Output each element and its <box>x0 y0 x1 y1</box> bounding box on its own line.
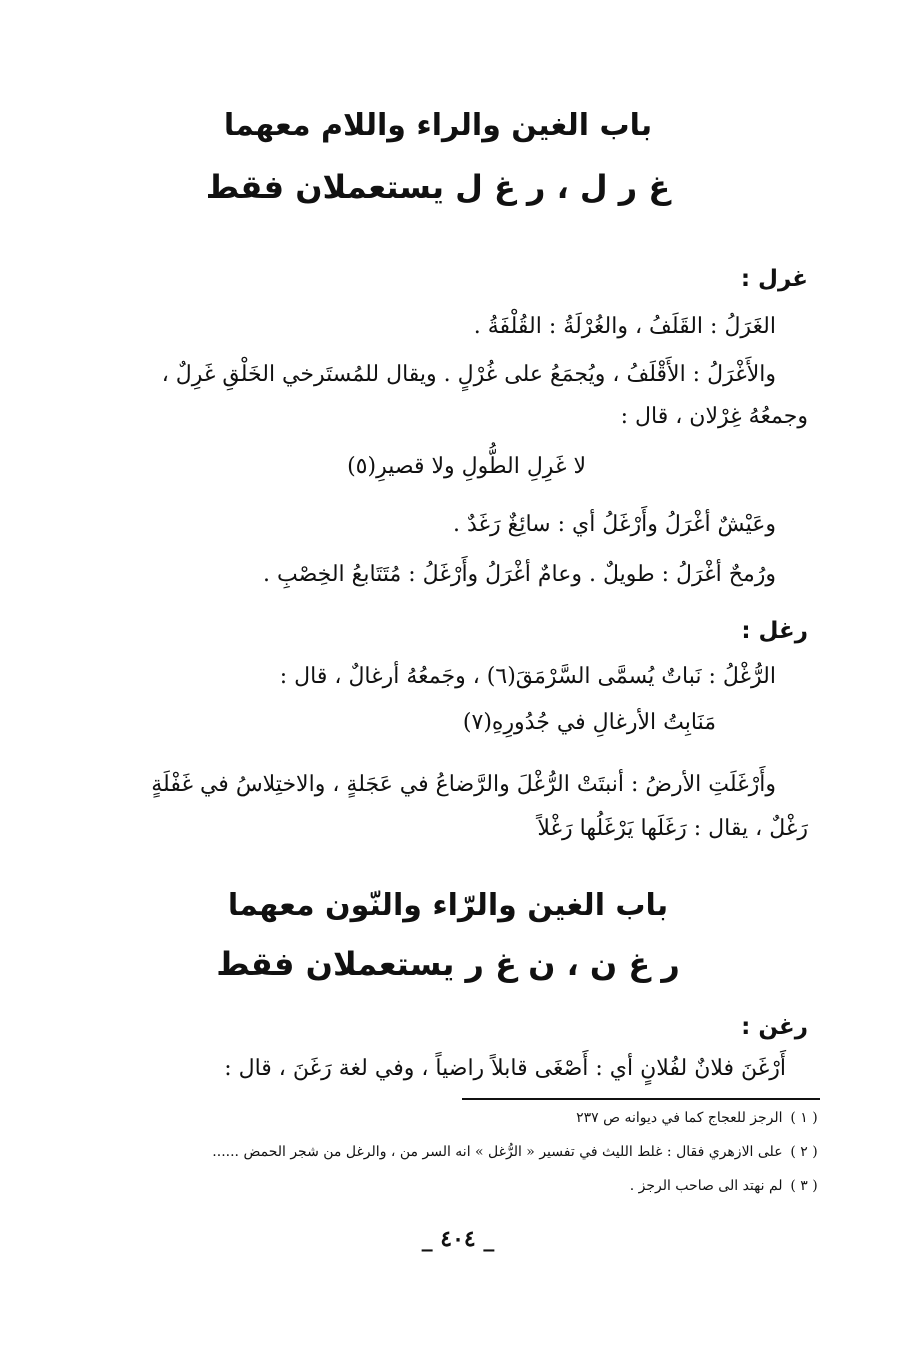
verse-line: مَنَابِتُ الأرغالِ في جُدُورِهِ(٧) <box>462 710 716 735</box>
entry-heading-rghl: رغل : <box>741 618 808 644</box>
footnote-text: على الازهري فقال : غلط الليث في تفسير « الرُّغل » انه السر من ، والرغل من شجر الحمض ...... <box>212 1144 783 1160</box>
entry-line: ورُمحٌ أغْرَلُ : طويلٌ . وعامٌ أغْرَلُ وأَرْغَلُ : مُتَتَابعُ الخِصْبِ . <box>262 562 776 587</box>
entry-heading-ghrl: غرل : <box>740 266 808 292</box>
entry-heading-rghn: رغن : <box>741 1014 808 1040</box>
section-subtitle: ر غ ن ، ن غ ر يستعملان فقط <box>216 945 680 983</box>
section-title: باب الغين والراء واللام معهما <box>223 108 653 143</box>
entry-line: الغَرَلُ : القَلَفُ ، والغُرْلَةُ : القُلْفَةُ . <box>473 314 776 339</box>
verse-line: لا غَرِلِ الطُّولِ ولا قصيرِ(٥) <box>347 454 586 479</box>
page-number: _ ٤٠٤ _ <box>421 1226 495 1252</box>
footnote-number: ( ٣ ) <box>790 1178 818 1194</box>
footnote <box>576 1108 821 1128</box>
footnote <box>630 1176 821 1196</box>
footnote <box>212 1142 821 1162</box>
footnote-number: ( ٢ ) <box>790 1144 818 1160</box>
section-title: باب الغين والرّاء والنّون معهما <box>227 888 669 923</box>
footnote-text: الرجز للعجاج كما في ديوانه ص ٢٣٧ <box>576 1110 783 1126</box>
section-subtitle: غ ر ل ، ر غ ل يستعملان فقط <box>205 168 671 206</box>
entry-line: رَغْلٌ ، يقال : رَغَلَها يَرْغَلُها رَغْلاً <box>537 816 808 841</box>
footnote-number: ( ١ ) <box>790 1110 818 1126</box>
entry-line: أَرْغَنَ فلانٌ لفُلانٍ أي : أَصْغَى قابلاً راضياً ، وفي لغة رَغَنَ ، قال : <box>224 1056 786 1081</box>
entry-line: الرُّغْلُ : نَباتٌ يُسمَّى السَّرْمَقَ(٦) ، وجَمعُهُ أرغالٌ ، قال : <box>279 664 776 689</box>
footnote-divider <box>462 1098 820 1100</box>
entry-line: وأَرْغَلَتِ الأرضُ : أنبتَتْ الرُّغْلَ والرَّضاعُ في عَجَلةٍ ، والاختِلاسُ في غَفْلَةٍ <box>151 772 776 797</box>
entry-line: وعَيْشٌ أغْرَلُ وأَرْغَلُ أي : سائِغٌ رَغَدٌ . <box>452 512 776 537</box>
footnote-text: لم نهتد الى صاحب الرجز . <box>629 1178 783 1194</box>
entry-line: والأَغْرَلُ : الأَقْلَفُ ، ويُجمَعُ على غُرْلٍ . ويقال للمُستَرخي الخَلْقِ غَرِلٌ ، <box>161 362 776 387</box>
entry-line: وجمعُهُ غِرْلان ، قال : <box>620 404 808 429</box>
